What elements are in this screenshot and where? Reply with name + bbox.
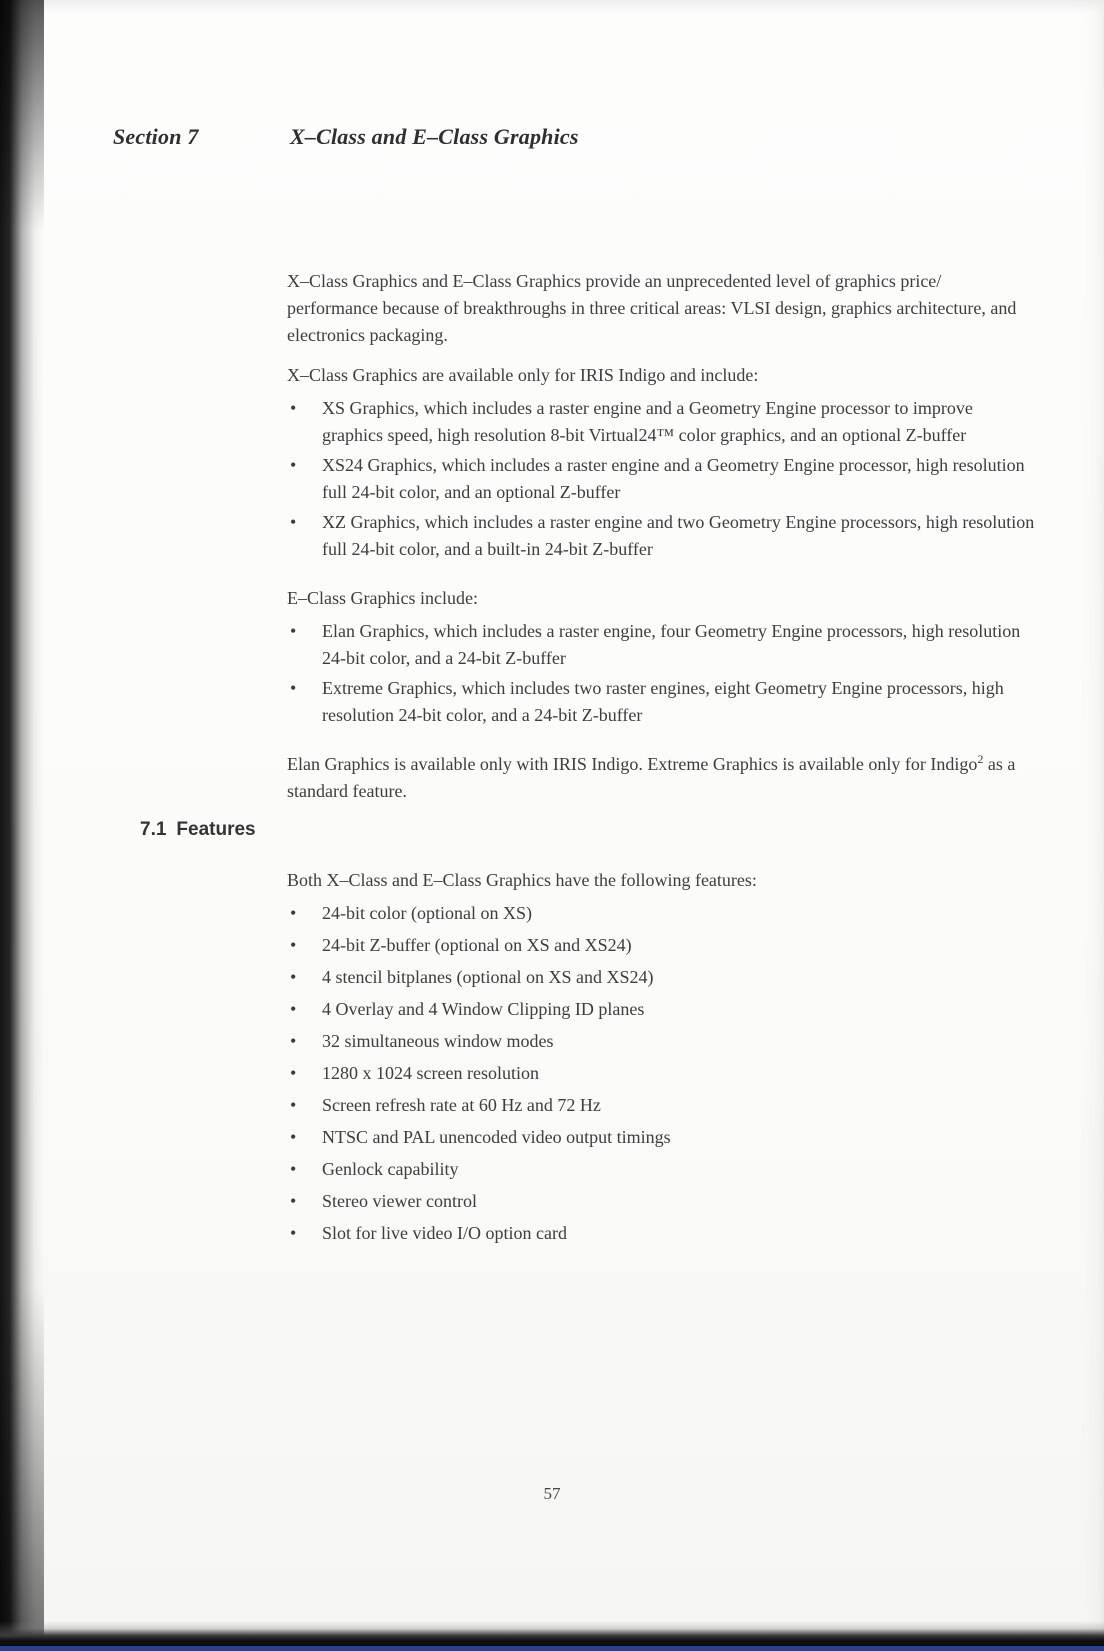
xclass-lead: X–Class Graphics are available only for IRIS Indigo and include:	[287, 365, 759, 385]
features-column	[287, 867, 1035, 1247]
intro-paragraph: X–Class Graphics and E–Class Graphics provide an unprecedented level of graphics price/ performance because of breakthroughs in three critical areas: VLSI design, graphics architecture, and electronics packaging.	[287, 271, 1017, 345]
features-heading-title: Features	[176, 819, 256, 840]
availability-text-end: as a standard feature.	[287, 754, 1016, 801]
eclass-list	[287, 618, 1035, 729]
bullet-item: • 4 Overlay and 4 Window Clipping ID planes	[287, 996, 1035, 1023]
features-list	[287, 900, 1035, 1247]
bullet-item: • 24-bit color (optional on XS)	[287, 900, 1035, 927]
body-column	[287, 268, 1035, 805]
section-title: X–Class and E–Class Graphics	[290, 124, 579, 149]
page-number: 57	[543, 1484, 561, 1503]
bullet-item: • Elan Graphics, which includes a raster engine, four Geometry Engine processors, high resolution 24-bit color, and a 24-bit Z-buffer	[287, 618, 1035, 672]
bullet-item: • Screen refresh rate at 60 Hz and 72 Hz	[287, 1092, 1035, 1119]
bullet-item: • Slot for live video I/O option card	[287, 1220, 1035, 1247]
availability-text: Elan Graphics is available only with IRIS Indigo. Extreme Graphics is available only for Indigo	[287, 754, 978, 774]
scan-bottom-edge	[0, 1621, 1104, 1651]
availability-paragraph	[287, 751, 1035, 805]
bullet-item: • Extreme Graphics, which includes two raster engines, eight Geometry Engine processors, high resolution 24-bit color, and a 24-bit Z-buffer	[287, 675, 1035, 729]
bullet-item: • XS24 Graphics, which includes a raster engine and a Geometry Engine processor, high resolution full 24-bit color, and an optional Z-buffer	[287, 452, 1035, 506]
bullet-item: • XS Graphics, which includes a raster engine and a Geometry Engine processor to improve graphics speed, high resolution 8-bit Virtual24™ color graphics, and an optional Z-buffer	[287, 395, 1035, 449]
section-header	[0, 0, 1104, 150]
indigo2-superscript: 2	[977, 752, 984, 766]
bullet-item: • 1280 x 1024 screen resolution	[287, 1060, 1035, 1087]
bullet-item: • Stereo viewer control	[287, 1188, 1035, 1215]
eclass-lead: E–Class Graphics include:	[287, 588, 478, 608]
xclass-list	[287, 395, 1035, 563]
bullet-item: • XZ Graphics, which includes a raster engine and two Geometry Engine processors, high resolution full 24-bit color, and a built-in 24-bit Z-buffer	[287, 509, 1035, 563]
bullet-item: • NTSC and PAL unencoded video output timings	[287, 1124, 1035, 1151]
features-lead: Both X–Class and E–Class Graphics have the following features:	[287, 870, 757, 890]
bullet-item: • Genlock capability	[287, 1156, 1035, 1183]
bullet-item: • 32 simultaneous window modes	[287, 1028, 1035, 1055]
bullet-item: • 4 stencil bitplanes (optional on XS and XS24)	[287, 964, 1035, 991]
scan-binding-shadow	[0, 0, 44, 1651]
features-heading-number: 7.1	[140, 819, 167, 840]
bullet-item: • 24-bit Z-buffer (optional on XS and XS24)	[287, 932, 1035, 959]
section-label: Section 7	[113, 124, 199, 149]
features-heading	[140, 819, 1104, 841]
